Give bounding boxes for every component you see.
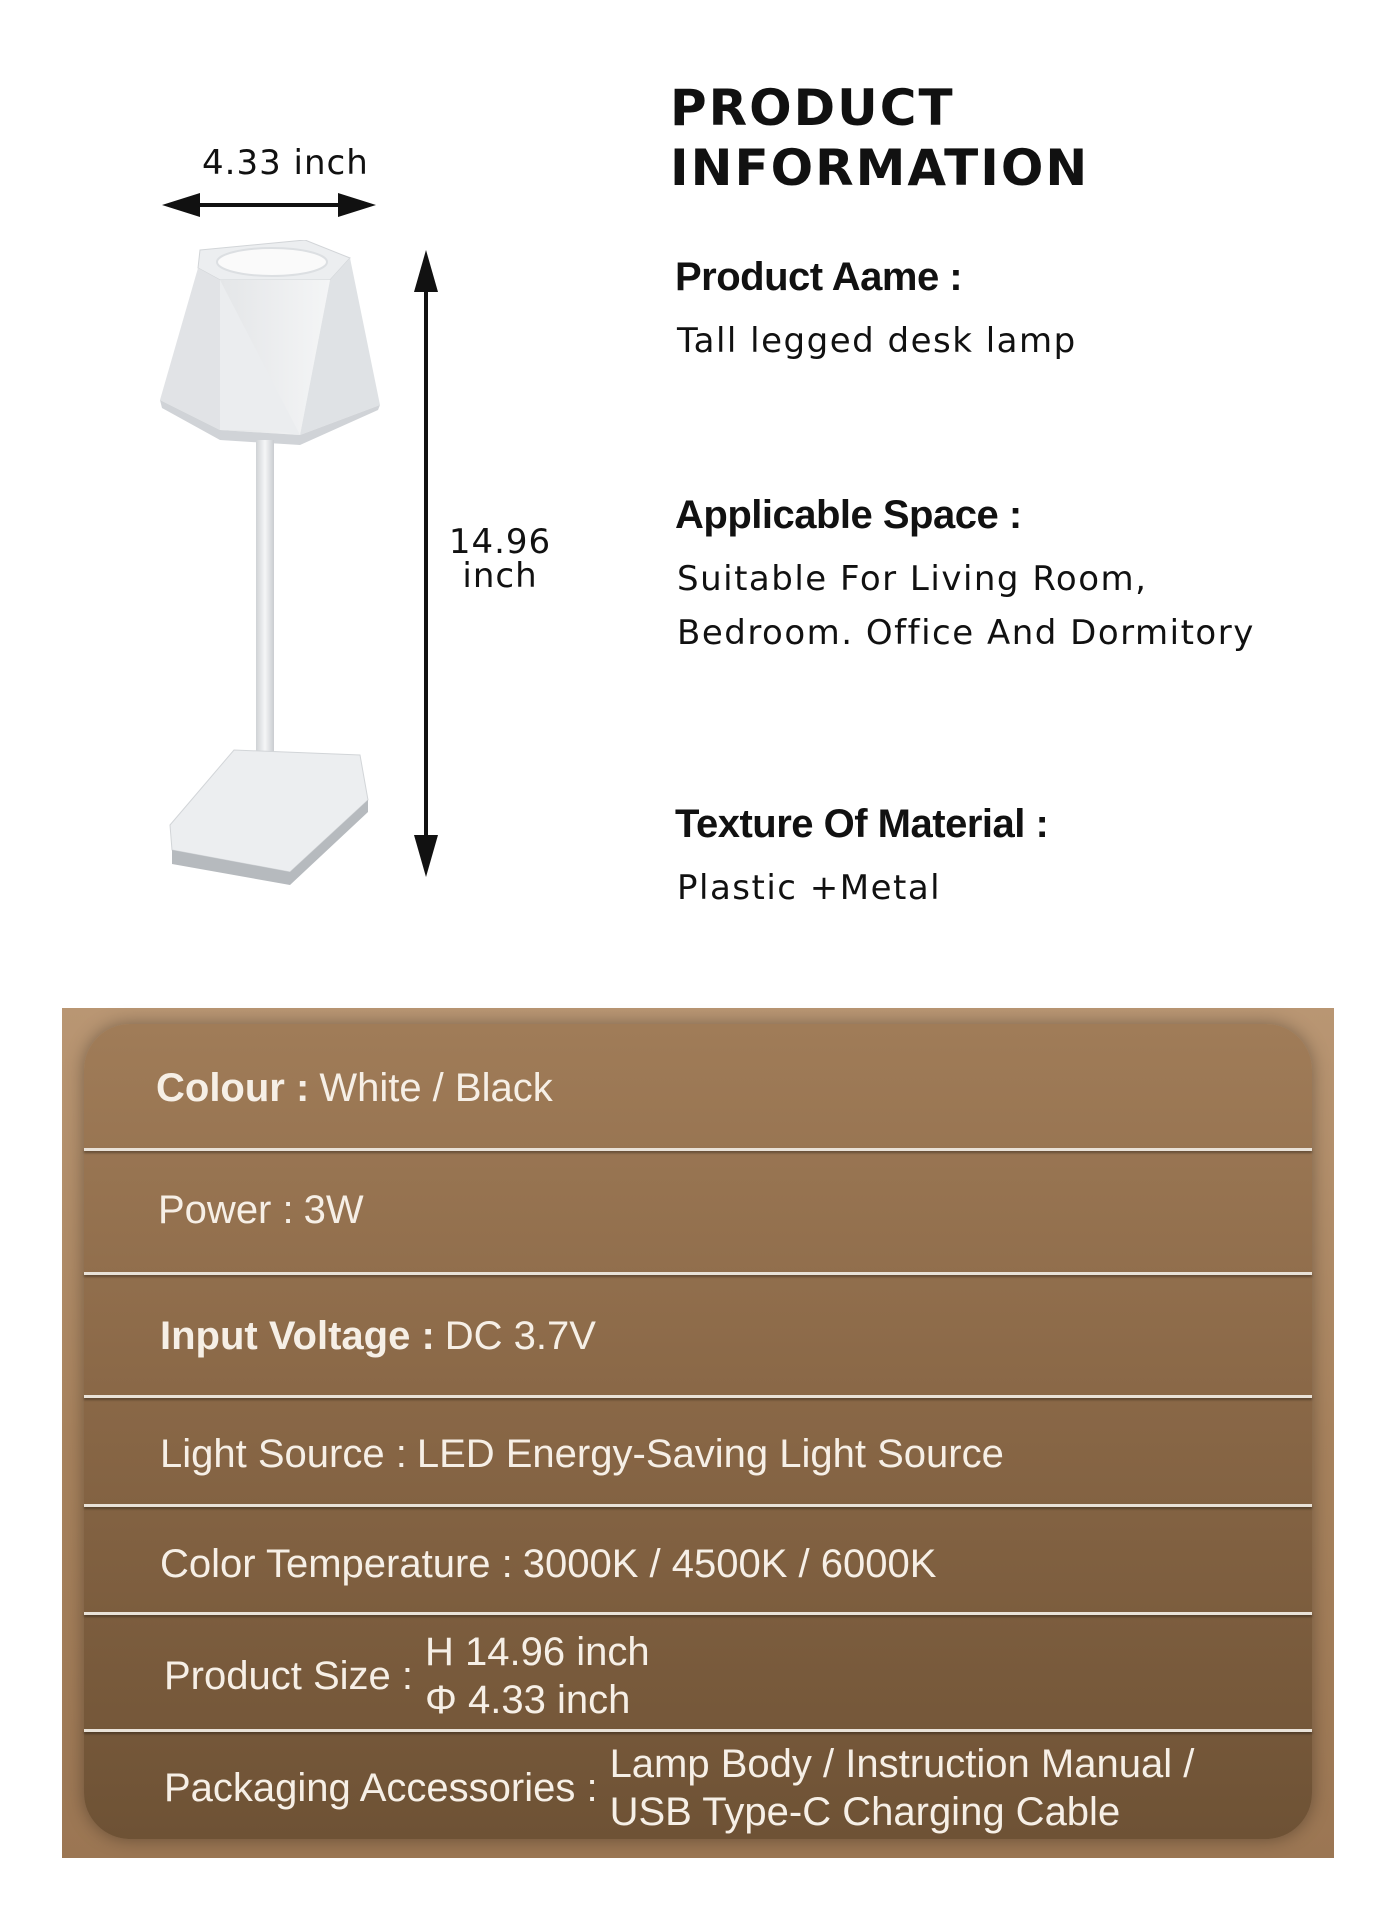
- height-dimension-label: [440, 522, 560, 596]
- spec-label: Light Source :: [160, 1431, 407, 1476]
- info-value-line: Tall legged desk lamp: [677, 321, 1077, 361]
- spec-label: Input Voltage :: [160, 1313, 435, 1358]
- spec-value: [610, 1740, 1195, 1836]
- info-applicable-space: [675, 493, 1255, 660]
- spec-row-product-size: [84, 1626, 1392, 1726]
- spec-label: Colour :: [156, 1065, 310, 1110]
- info-value: [677, 314, 1077, 368]
- divider: [84, 1504, 1312, 1507]
- divider: [84, 1729, 1312, 1732]
- divider: [84, 1395, 1312, 1398]
- spec-label: Product Size :: [164, 1653, 414, 1698]
- spec-row-input-voltage: [84, 1300, 1388, 1372]
- spec-value-line: Φ 4.33 inch: [425, 1678, 631, 1722]
- info-label: Texture Of Material :: [675, 802, 1049, 846]
- title-line-1: PRODUCT: [670, 79, 955, 137]
- info-value-line: Suitable For Living Room,: [677, 559, 1148, 599]
- divider: [84, 1272, 1312, 1275]
- spec-row-colour: [84, 1052, 1384, 1124]
- spec-label: Power :: [158, 1187, 294, 1232]
- spec-value: White / Black: [319, 1065, 553, 1110]
- title-line-2: INFORMATION: [670, 139, 1090, 197]
- spec-label: Packaging Accessories :: [164, 1765, 598, 1810]
- info-value: [677, 861, 1048, 915]
- info-value: [677, 552, 1255, 660]
- spec-value-line: Lamp Body / Instruction Manual /: [609, 1742, 1195, 1786]
- height-unit: inch: [462, 556, 538, 596]
- spec-value: DC 3.7V: [444, 1313, 596, 1358]
- spec-value: LED Energy-Saving Light Source: [416, 1431, 1004, 1476]
- info-value-line: Plastic +Metal: [677, 868, 942, 908]
- spec-row-light-source: [84, 1418, 1388, 1490]
- spec-value-line: H 14.96 inch: [425, 1630, 650, 1674]
- page-title: [670, 78, 1089, 198]
- info-value-line: Bedroom. Office And Dormitory: [677, 613, 1255, 653]
- spec-value: [425, 1628, 650, 1724]
- spec-row-color-temperature: [84, 1528, 1388, 1600]
- info-product-name: [675, 255, 1077, 368]
- divider: [84, 1612, 1312, 1615]
- spec-row-power: [84, 1174, 1386, 1246]
- lamp-image: [150, 240, 390, 890]
- info-material: [675, 802, 1048, 915]
- info-label: Applicable Space :: [675, 493, 1022, 537]
- spec-label: Color Temperature :: [160, 1541, 513, 1586]
- height-value: 14.96: [448, 522, 552, 562]
- spec-value: 3W: [303, 1187, 364, 1232]
- spec-value-line: USB Type-C Charging Cable: [609, 1790, 1121, 1834]
- width-dimension-label: 4.33 inch: [202, 143, 369, 183]
- spec-row-packaging: [84, 1738, 1392, 1838]
- spec-value: 3000K / 4500K / 6000K: [522, 1541, 937, 1586]
- divider: [84, 1148, 1312, 1151]
- info-label: Product Aame :: [675, 255, 963, 299]
